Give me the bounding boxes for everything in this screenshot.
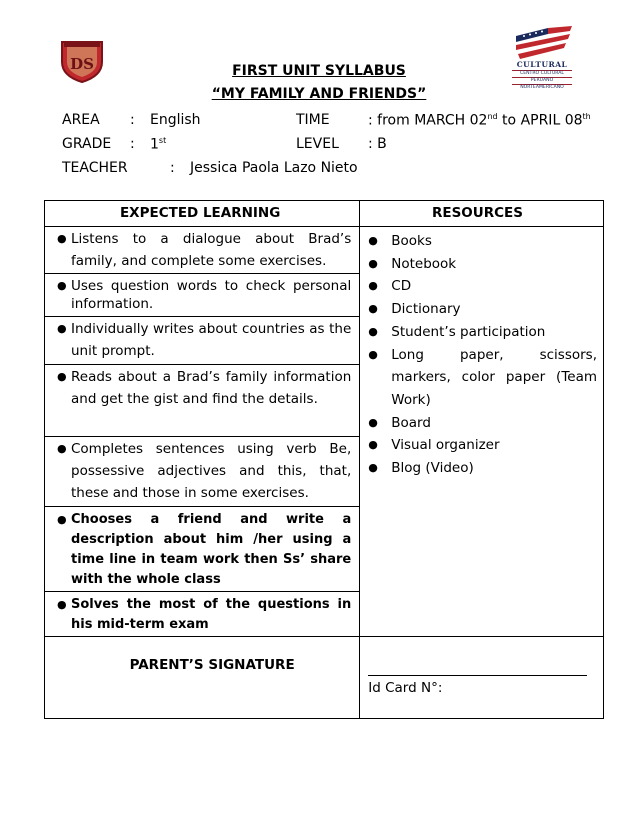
grade-colon: :	[130, 136, 135, 152]
list-item	[368, 321, 597, 344]
parent-signature-label: PARENT’S SIGNATURE	[45, 637, 360, 719]
bullet-icon: ●	[57, 442, 67, 455]
bullet-icon: ●	[57, 598, 67, 611]
bullet-icon: ●	[368, 438, 378, 452]
learning-item-7	[45, 592, 360, 637]
table-row	[45, 227, 604, 274]
time-value	[368, 112, 591, 129]
learning-item-4	[45, 365, 360, 437]
cultural-logo-sub-2: PERUANO	[512, 77, 572, 84]
bullet-icon: ●	[368, 347, 378, 361]
time-start: : from MARCH 02	[368, 112, 488, 129]
area-value: English	[150, 112, 201, 128]
list-item	[368, 412, 597, 435]
header-expected-learning: EXPECTED LEARNING	[45, 201, 360, 227]
grade-label: GRADE	[62, 136, 112, 152]
list-item	[368, 253, 597, 276]
bullet-icon: ●	[368, 302, 378, 316]
teacher-label: TEACHER	[62, 160, 128, 176]
header-resources: RESOURCES	[360, 201, 604, 227]
resources-cell	[360, 227, 604, 637]
time-start-ordinal: nd	[487, 112, 498, 121]
area-label: AREA	[62, 112, 100, 128]
resource-text: Board	[391, 414, 431, 431]
resource-text: Blog (Video)	[391, 460, 474, 477]
document-title	[0, 63, 638, 79]
id-card-label: Id Card N°:	[368, 680, 443, 696]
learning-text: Uses question words to check personal information.	[71, 278, 352, 312]
bullet-icon: ●	[368, 234, 378, 247]
cultural-logo-sub-3: NORTEAMERICANO	[512, 84, 572, 91]
resource-text: CD	[391, 278, 412, 295]
learning-text: Reads about a Brad’s family information and get the gist and find the details.	[71, 369, 352, 407]
learning-text: Chooses a friend and write a description about him /her using a time line in team work then Ss’ share with the whole class	[71, 512, 352, 587]
time-label: TIME	[296, 112, 330, 128]
document-subtitle	[0, 86, 638, 102]
list-item	[368, 434, 597, 457]
list-item	[368, 344, 597, 412]
resources-list	[360, 227, 603, 480]
cultural-logo-brand: CULTURAL	[516, 60, 568, 69]
bullet-icon: ●	[57, 322, 67, 335]
document-subtitle-text: “MY FAMILY AND FRIENDS”	[211, 86, 427, 102]
list-item	[368, 230, 597, 253]
learning-item-6	[45, 507, 360, 592]
signature-line	[368, 675, 587, 676]
resource-text: Long paper, scissors, markers, color paper (Team Work)	[391, 346, 597, 408]
bullet-icon: ●	[368, 461, 378, 475]
resource-text: Visual organizer	[391, 437, 500, 454]
bullet-icon: ●	[57, 279, 67, 292]
resource-text: Dictionary	[391, 301, 461, 318]
learning-item-2	[45, 274, 360, 317]
teacher-value: Jessica Paola Lazo Nieto	[190, 160, 358, 176]
bullet-icon: ●	[368, 256, 378, 270]
resource-text: Student’s participation	[391, 323, 546, 340]
list-item	[368, 275, 597, 298]
document-title-text: FIRST UNIT SYLLABUS	[232, 63, 406, 79]
bullet-icon: ●	[57, 232, 67, 245]
learning-text: Completes sentences using verb Be, possessive adjectives and this, that, these and those in some exercises.	[71, 441, 352, 501]
bullet-icon: ●	[368, 279, 378, 293]
time-end: to APRIL 08	[497, 112, 583, 129]
table-header-row	[45, 201, 604, 227]
list-item	[368, 298, 597, 321]
grade-value	[150, 136, 166, 153]
grade-number: 1	[150, 136, 159, 153]
grade-ordinal: st	[158, 136, 167, 145]
signature-row	[45, 637, 604, 719]
learning-item-5	[45, 437, 360, 507]
cultural-logo	[508, 26, 576, 90]
resource-text: Books	[391, 233, 432, 249]
resource-text: Notebook	[391, 255, 457, 272]
bullet-icon: ●	[368, 415, 378, 429]
bullet-icon: ●	[57, 370, 67, 383]
learning-text: Individually writes about countries as the unit prompt.	[71, 321, 352, 359]
signature-cell	[360, 637, 604, 719]
level-value: : B	[368, 136, 387, 152]
school-logo-letters: DS	[70, 55, 94, 73]
flag-stripes-icon	[508, 26, 576, 60]
learning-item-3	[45, 317, 360, 365]
learning-text: Listens to a dialogue about Brad’s family, and complete some exercises.	[71, 231, 352, 269]
syllabus-table	[44, 200, 604, 719]
teacher-colon: :	[170, 160, 175, 176]
list-item	[368, 457, 597, 480]
learning-text: Solves the most of the questions in his mid-term exam	[71, 597, 352, 632]
bullet-icon: ●	[368, 324, 378, 338]
area-colon: :	[130, 112, 135, 128]
bullet-icon: ●	[57, 513, 67, 526]
level-label: LEVEL	[296, 136, 339, 152]
cultural-logo-sub-1: CENTRO CULTURAL	[512, 70, 572, 77]
learning-item-1	[45, 227, 360, 274]
time-end-ordinal: th	[582, 112, 591, 121]
